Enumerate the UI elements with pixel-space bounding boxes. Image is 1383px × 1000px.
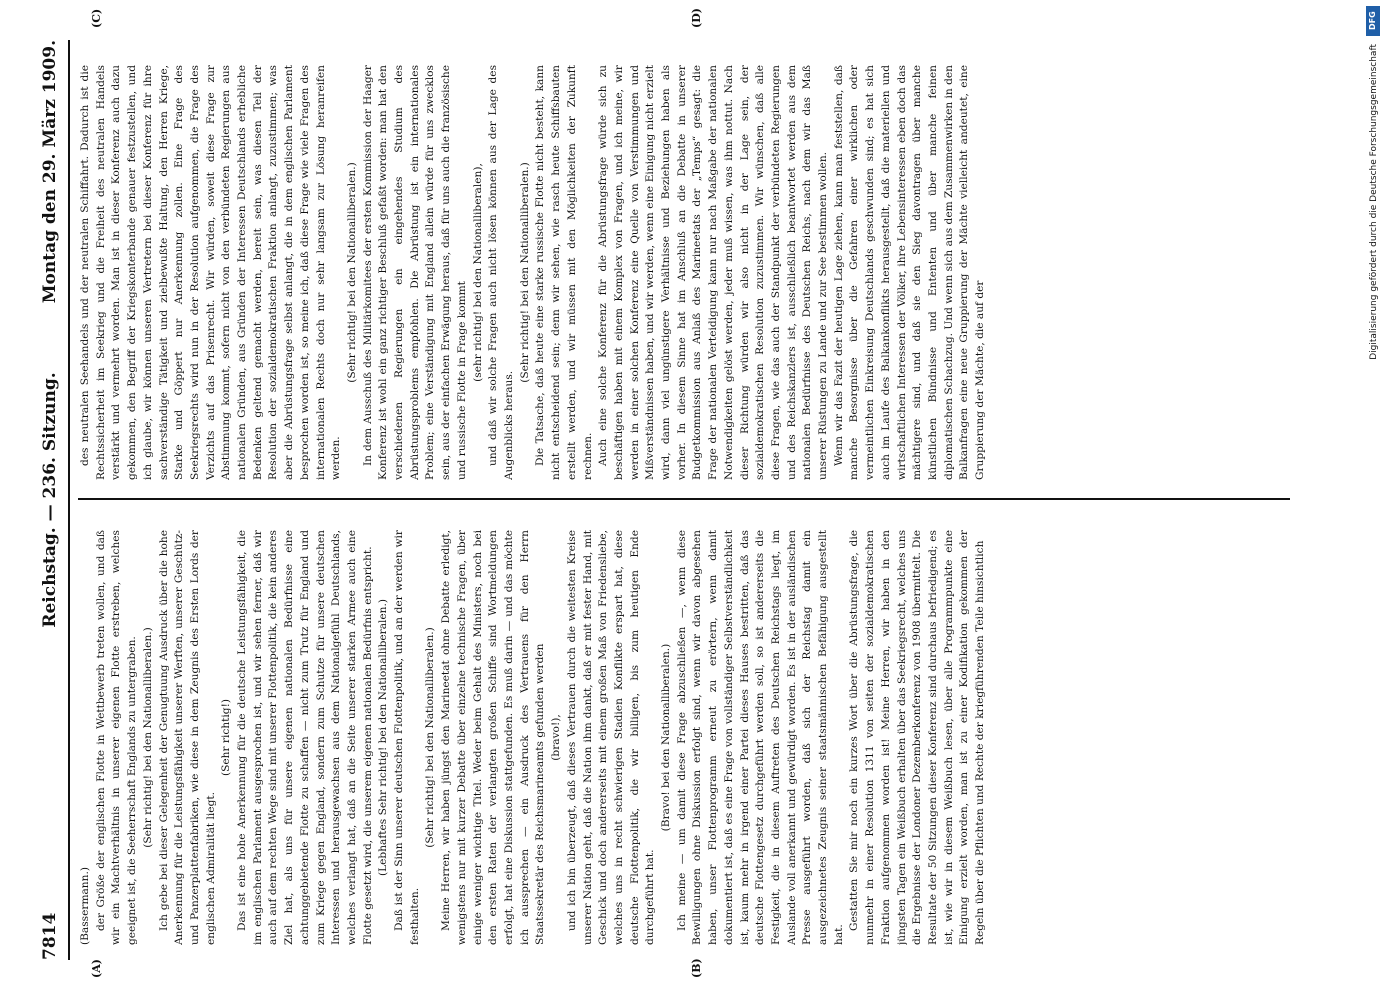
speaker-label: (Bassermann.): [79, 867, 91, 945]
paragraph: In dem Ausschuß des Militärkomitees der ersten Kommission der Haager Konferenz ist wohl ein ganz richtiger Beschluß gefaßt worden: man hat den verschiedenen Regierungen ein eingehendes Studium des Abrüstungsproblems empfohlen. Die Abrüstung ist ein internationales Problem; eine Verständigung mit England allein würde für uns zwecklos sein, aus der einfachen Erwägung heraus, daß für uns auch die französische und russische Flotte in Frage kommt: [361, 65, 468, 480]
interjection: (Sehr richtig! bei den Nationalliberalen.): [518, 162, 531, 383]
column-divider: [78, 499, 1290, 501]
interjection: (bravo!),: [550, 714, 563, 761]
paragraph: und ich bin überzeugt, daß dieses Vertrauen durch die weitesten Kreise unserer Nation geht, daß die Nation ihm dankt, daß er mit fester Hand, mit Geschick und doch andererseits mit einem großen Maß von Friedensliebe, welches uns in recht schwierigen Stadien Konflikte erspart hat, diese deutsche Flottenpolitik, die wir billigen, bis zum heutigen Ende durchgeführt hat.: [565, 530, 657, 945]
paragraph: des neutralen Seehandels und der neutralen Schiffahrt. Dadurch ist die Rechtssicherheit im Seekrieg und die Freiheit des neutralen Handels verstärkt und vermehrt worden. Man ist in dieser Konferenz auch dazu gekommen, den Begriff der Kriegskonterbande genauer festzustellen, und ich glaube, wir können unseren Vertretern bei dieser Konferenz für ihre sachverständige Tätigkeit und zielbewußte Haltung, den Herren Kriege, Starke und Göppert nur Anerkennung zollen. Eine Frage des Seekriegsrechts wird nun in der Resolution aufgenommen, die Frage des Verzichts auf das Prisenrecht. Wir würden, soweit diese Frage zur Abstimmung kommt, sofern nicht von den verbündeten Regierungen aus nationalen Gründen, aus Gründen der Interessen Deutschlands erhebliche Bedenken geltend gemacht werden, bereit sein, was diesen Teil der Resolution der sozialdemokratischen Fraktion anlangt, zuzustimmen; was aber die Abrüstungsfrage selbst anlangt, die in dem englischen Parlament besprochen worden ist, so meine ich, daß diese Frage wie viele Fragen des internationalen Rechts doch nur sehr langsam zur Lösung heranreifen werden.: [79, 65, 343, 480]
paragraph: und daß wir solche Fragen auch nicht lösen können aus der Lage des Augenblicks heraus.: [487, 65, 515, 480]
dfg-credit-text: Digitalisierung gefördert durch die Deutsche Forschungsgemeinschaft: [1369, 44, 1379, 360]
margin-marker-c: (C): [90, 8, 103, 28]
text-column-right: [78, 65, 1290, 480]
interjection: (Sehr richtig! bei den Nationalliberalen.): [345, 162, 358, 383]
paragraph: Meine Herren, wir haben jüngst den Marineetat ohne Debatte erledigt, wenigstens nur mit kurzer Debatte über einzelne technische Fragen, über einige weniger wichtige Titel. Weder beim Gehalt des Ministers, noch bei den ersten Raten der verlangten großen Schiffe sind Wortmeldungen erfolgt, hat eine Diskussion stattgefunden. Es muß darin — und das möchte ich aussprechen — ein Ausdruck des Vertrauens für den Herrn Staatssekretär des Reichsmarineamts gefunden werden: [440, 530, 547, 945]
interjection: (Lebhaftes Sehr richtig! bei den Nationalliberalen.): [377, 598, 390, 877]
paragraph: Das ist eine hohe Anerkennung für die deutsche Leistungsfähigkeit, die im englischen Parlament ausgesprochen ist, und wir sehen ferner, daß wir auch auf dem rechten Wege sind mit unserer Flottenpolitik, die kein anderes Ziel hat, als uns für unsere eigenen nationalen Bedürfnisse eine achtunggebietende Flotte zu schaffen — nicht zum Trutz für England und zum Kriege gegen England, sondern zum Schutze für unsere deutschen Interessen und herausgewachsen aus dem Nationalgefühl Deutschlands, welches verlangt hat, daß an die Seite unserer starken Armee auch eine Flotte gesetzt wird, die unserem eigenen nationalen Bedürfnis entspricht.: [236, 530, 374, 945]
paragraph: Ich gebe bei dieser Gelegenheit der Genugtuung Ausdruck über die hohe Anerkennung für die Leistungsfähigkeit unserer Werften, unserer Geschütz- und Panzerplattenfabriken, wie diese in dem Zeugnis des Ersten Lords der englischen Admiralität liegt.: [157, 530, 217, 945]
page-number: 7814: [40, 912, 60, 960]
paragraph: Daß ist der Sinn unserer deutschen Flottenpolitik, und an der werden wir festhalten.: [393, 530, 421, 945]
interjection: (Sehr richtig!): [220, 699, 233, 776]
interjection: (sehr richtig! bei den Nationalliberalen),: [471, 163, 484, 382]
paragraph: Die Tatsache, daß heute eine starke russische Flotte nicht besteht, kann nicht entscheidend sein; denn wir sehen, wie rasch heute Schiffsbauten erstellt werden, und wir müssen mit den Möglichkeiten der Zukunft rechnen.: [534, 65, 594, 480]
margin-marker-b: (B): [690, 958, 703, 978]
paragraph: Gestatten Sie mir noch ein kurzes Wort über die Abrüstungsfrage, die nunmehr in einer Resolution 1311 von seiten der sozialdemokratischen Fraktion aufgenommen worden ist! Meine Herren, wir haben in den jüngsten Tagen ein Weißbuch erhalten über das Seekriegsrecht, welches uns die Ergebnisse der Londoner Dezemberkonferenz von 1908 übermittelt. Die Resultate der 50 Sitzungen dieser Konferenz sind durchaus befriedigend; es ist, wie wir in diesem Weißbuch lesen, über alle Programmpunkte eine Einigung erzielt worden, man ist zu einer Kodifikation gekommen der Regeln über die Pflichten und Rechte der kriegführenden Teile hinsichtlich: [848, 530, 987, 945]
paragraph: Auch eine solche Konferenz für die Abrüstungsfrage würde sich zu beschäftigen haben mit einem Komplex von Fragen, und ich meine, wir werden in einer solchen Konferenz eine Quelle von Verstimmungen und Mißverständnissen haben, und wir werden, wenn eine Einigung nicht erzielt wird, dann viel ungünstigere Verhältnisse und Beziehungen haben als vorher. In diesem Sinne hat im Anschluß an die Debatte in unserer Budgetkommission aus Anlaß des Marineetats der „Temps“ gesagt: die Frage der nationalen Verteidigung kann nur nach Maßgabe der nationalen Notwendigkeiten gelöst werden, jeder muß wissen, was ihm nottut. Nach dieser Richtung würden wir also nicht in der Lage sein, der sozialdemokratischen Resolution zuzustimmen. Wir wünschen, daß alle diese Fragen, wie das auch der Standpunkt der verbündeten Regierungen und des Reichskanzlers ist, ausschließlich beantwortet werden aus dem nationalen Bedürfnisse des Deutschen Reichs, nach dem wir das Maß unserer Rüstungen zu Lande und zur See bestimmen wollen.: [597, 65, 830, 480]
margin-marker-d: (D): [690, 8, 703, 28]
dfg-strip: [1363, 0, 1383, 1000]
session-title: Reichstag. — 236. Sitzung.: [40, 372, 60, 628]
interjection: (Sehr richtig! bei den Nationalliberalen.): [424, 627, 437, 848]
interjection: (Sehr richtig! bei den Nationalliberalen.): [141, 627, 154, 848]
dfg-logo: DFG: [1366, 6, 1380, 36]
paragraph: Ich meine — um damit diese Frage abzuschließen —, wenn diese Bewilligungen ohne Diskussion erfolgt sind, wenn wir davon abgesehen haben, unser Flottenprogramm erneut zu erörtern, wenn damit dokumentiert ist, daß es eine Frage von vollständiger Selbstverständlichkeit ist, kaum mehr in irgend einer Partei dieses Hauses bestritten, daß das deutsche Flottengesetz durchgeführt werden soll, so ist andererseits die Festigkeit, die in diesem Auftreten des Deutschen Reichstags liegt, im Auslande voll anerkannt und gewürdigt worden. Es ist in der ausländischen Presse ausgeführt worden, daß sich der Reichstag damit ein ausgezeichnetes Zeugnis seiner staatsmännischen Befähigung ausgestellt hat.: [675, 530, 845, 945]
session-date: Montag den 29. März 1909.: [40, 40, 60, 304]
text-column-left: [78, 530, 1290, 945]
page-header: [40, 40, 70, 960]
paragraph: der Größe der englischen Flotte in Wettbewerb treten wollen, und daß wir ein Machtverhältnis in unserer eigenen Flotte erstreben, welches geeignet ist, die Seeherrschaft Englands zu untergraben.: [94, 530, 139, 945]
margin-marker-a: (A): [90, 959, 103, 978]
paragraph: Wenn wir das Fazit der heutigen Lage ziehen, kann man feststellen, daß manche Besorgnisse über die Gefahren einer wirklichen oder vermeintlichen Einkreisung Deutschlands geschwunden sind; es hat sich auch im Laufe des Balkankonflikts herausgestellt, daß die materiellen und wirtschaftlichen Interessen der Völker, ihre Lebensinteressen eben doch das mächtigere sind, und daß sie den Sieg davontragen über manche künstlichen Bündnisse und Ententen und über manche feinen diplomatischen Schachzug. Und wenn sich aus dem Zusammenwirken in den Balkanfragen eine neue Gruppierung der Mächte vielleicht andeutet, eine Gruppierung der Mächte, die auf der: [832, 65, 987, 480]
interjection: (Bravo! bei den Nationalliberalen.): [660, 643, 673, 832]
